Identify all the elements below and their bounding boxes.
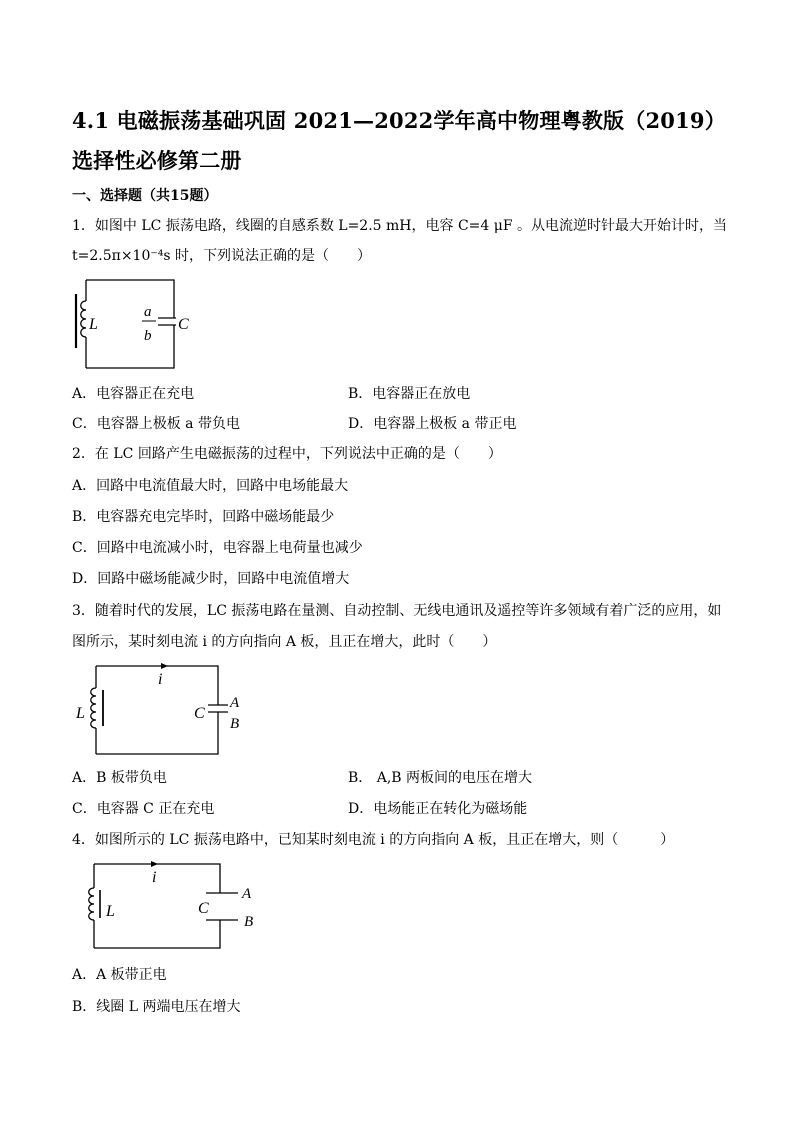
q4-circuit-diagram — [72, 860, 272, 952]
q3-label-i: i — [158, 671, 163, 688]
q3-option-c: C．电容器 C 正在充电 — [72, 801, 215, 817]
q3-stem-line1: 3．随着时代的发展，LC 振荡电路在量测、自动控制、无线电通讯及遥控等许多领域有着广泛的应用，如 — [72, 603, 722, 619]
q1-label-b: b — [144, 328, 152, 344]
q2-stem: 2．在 LC 回路产生电磁振荡的过程中，下列说法中正确的是（ ） — [72, 446, 502, 462]
q3-option-a: A．B 板带负电 — [72, 770, 167, 786]
q1-option-d: D．电容器上极板 a 带正电 — [348, 416, 517, 432]
q4-option-a: A．A 板带正电 — [72, 967, 167, 983]
q3-label-A: A — [230, 695, 240, 711]
q1-label-L: L — [89, 316, 98, 333]
q3-label-B: B — [230, 716, 240, 732]
q4-label-L: L — [106, 903, 115, 920]
q1-label-C: C — [178, 316, 189, 333]
q4-label-A: A — [242, 886, 252, 902]
page-title: 4.1 电磁振荡基础巩固 2021—2022学年高中物理粤教版（2019）选择性必修第二册 — [72, 108, 726, 173]
q1-label-a: a — [144, 304, 152, 320]
q4-label-B: B — [244, 914, 254, 930]
q4-label-i: i — [152, 869, 157, 886]
q1-option-b: B．电容器正在放电 — [348, 386, 471, 402]
q3-label-L: L — [76, 705, 85, 722]
q3-label-C: C — [194, 705, 205, 722]
q3-option-d: D．电场能正在转化为磁场能 — [348, 801, 528, 817]
q3-stem-line2: 图所示，某时刻电流 i 的方向指向 A 板，且正在增大，此时（ ） — [72, 634, 497, 650]
q2-option-c: C．回路中电流减小时，电容器上电荷量也减少 — [72, 540, 363, 556]
q1-stem-line1: 1．如图中 LC 振荡电路，线圈的自感系数 L=2.5 mH，电容 C=4 μF 。从电流逆时针最大开始计时，当 — [72, 218, 728, 234]
q2-option-b: B．电容器充电完毕时，回路中磁场能最少 — [72, 509, 335, 525]
q4-label-C: C — [198, 900, 209, 917]
q1-circuit-diagram — [72, 276, 202, 372]
q1-option-a: A．电容器正在充电 — [72, 386, 195, 402]
q1-option-c: C．电容器上极板 a 带负电 — [72, 416, 240, 432]
q2-option-d: D．回路中磁场能减少时，回路中电流值增大 — [72, 571, 350, 587]
section-heading: 一、选择题（共15题） — [72, 188, 218, 204]
q1-stem-line2: t=2.5π×10⁻⁴s 时，下列说法正确的是（ ） — [72, 248, 372, 264]
q2-option-a: A．回路中电流值最大时，回路中电场能最大 — [72, 478, 349, 494]
q4-option-b: B．线圈 L 两端电压在增大 — [72, 999, 241, 1015]
q4-stem: 4．如图所示的 LC 振荡电路中，已知某时刻电流 i 的方向指向 A 板，且正在增大，则（ ） — [72, 832, 675, 848]
q3-circuit-diagram — [72, 660, 252, 758]
q3-option-b: B． A,B 两板间的电压在增大 — [348, 770, 533, 786]
